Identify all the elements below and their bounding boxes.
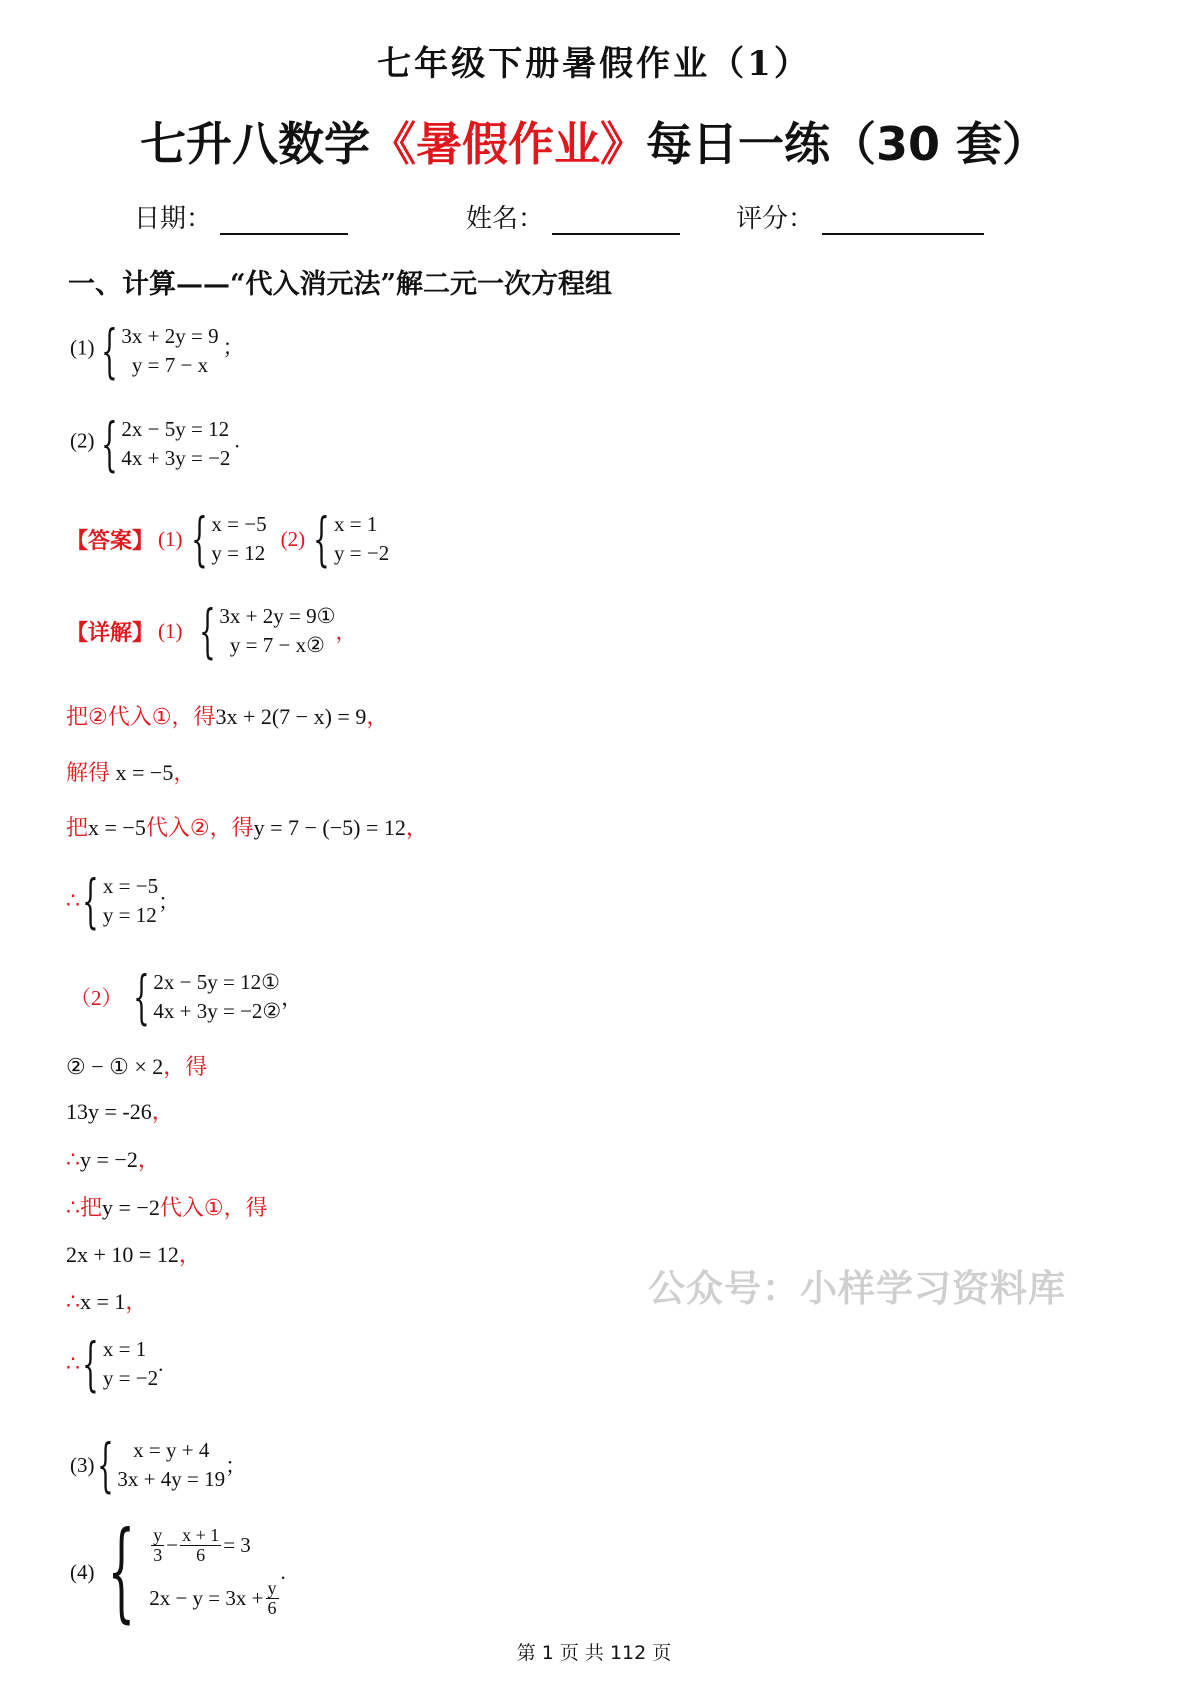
equation: y = 12 xyxy=(211,541,266,565)
page-subtitle: 七年级下册暑假作业（1） xyxy=(377,44,811,84)
step-math: 3x + 2(7 − x) = 9 xyxy=(215,704,367,729)
step-text: 代入②，得 xyxy=(145,816,254,841)
problem-4 xyxy=(70,1509,286,1634)
punctuation: ； xyxy=(222,335,244,360)
step-text: 解得 xyxy=(66,761,111,786)
equation-system xyxy=(95,1509,281,1634)
page-footer: 第 1 页 共 112 页 xyxy=(516,1642,672,1664)
step-text: 把 xyxy=(80,1196,103,1221)
date-field xyxy=(134,198,348,235)
solution-result-2 xyxy=(66,1330,164,1398)
solution-system-1 xyxy=(197,597,336,665)
punctuation: ， xyxy=(405,815,428,840)
step-text: 把 xyxy=(66,816,89,841)
problem-1 xyxy=(70,317,244,385)
step-math: y = −2 xyxy=(80,1147,138,1172)
brace-icon: { xyxy=(96,1431,114,1499)
problem-3 xyxy=(70,1431,247,1499)
step-math: ② − ① × 2 xyxy=(66,1054,164,1079)
therefore-icon: ∴ xyxy=(66,1351,80,1376)
step-math: y = −2 xyxy=(102,1195,160,1220)
equation: y = 7 − x xyxy=(131,353,209,377)
brace-icon: { xyxy=(313,505,330,573)
punctuation: ， xyxy=(125,1289,148,1314)
brace-icon: { xyxy=(190,505,208,573)
solution-step-8 xyxy=(66,1238,201,1269)
step-math: x = 1 xyxy=(80,1289,126,1314)
equation: y = 7 − x② xyxy=(229,633,325,657)
solution-step-5 xyxy=(66,1095,174,1126)
section-heading: 一、计算——“代入消元法”解二元一次方程组 xyxy=(68,269,613,300)
solution-part2-label: （2） xyxy=(70,986,123,1010)
score-blank[interactable] xyxy=(822,207,984,235)
equation: x = 1 xyxy=(102,1337,147,1361)
equation: y = −2 xyxy=(334,541,390,565)
solution-step-6 xyxy=(66,1143,160,1174)
equation: x = 1 xyxy=(334,512,378,536)
solution-step-7 xyxy=(66,1191,268,1222)
equation-system xyxy=(99,317,219,385)
fraction: $\frac{y}{6}$ xyxy=(267,1578,277,1618)
punctuation: ， xyxy=(366,704,389,729)
fraction: $\frac{x + 1}{6}$ xyxy=(182,1525,220,1566)
equation: 4x + 3y = −2② xyxy=(153,999,282,1023)
equation: 2x − y = 3x + $\frac{y}{6}$ xyxy=(149,1578,277,1618)
step-math: 13y = -26 xyxy=(66,1099,152,1124)
solution-step-9 xyxy=(66,1285,147,1316)
answer-block xyxy=(66,505,390,573)
brace-icon: { xyxy=(82,867,99,935)
punctuation: ， xyxy=(137,1147,160,1172)
step-text: 把②代入①，得 xyxy=(66,705,216,730)
punctuation: ， xyxy=(151,1099,174,1124)
therefore-icon: ∴ xyxy=(66,1195,80,1220)
equation-system xyxy=(80,867,159,935)
therefore-icon: ∴ xyxy=(66,1289,80,1314)
step-math: x = −5 xyxy=(88,815,146,840)
answer-part1-label: (1) xyxy=(158,526,183,551)
name-label: 姓名： xyxy=(466,204,545,234)
brace-icon: { xyxy=(198,597,216,665)
punctuation: ； xyxy=(158,890,180,914)
brace-icon: { xyxy=(132,963,150,1031)
problem-3-label: (3) xyxy=(70,1452,95,1477)
equation: x = y + 4 xyxy=(133,1438,210,1462)
problem-1-label: (1) xyxy=(70,335,95,360)
punctuation: ， xyxy=(281,986,303,1010)
score-label: 评分： xyxy=(736,204,815,234)
punctuation: ， xyxy=(173,760,196,785)
solution-step-2 xyxy=(66,756,195,787)
brace-icon: { xyxy=(100,410,118,478)
page-title xyxy=(0,108,1188,174)
score-field xyxy=(736,198,984,235)
punctuation: ； xyxy=(225,1454,247,1478)
equation: y = 12 xyxy=(102,903,157,927)
step-text: ，得 xyxy=(163,1055,208,1080)
punctuation: ， xyxy=(335,620,357,644)
solution-step-3 xyxy=(66,811,428,842)
equation: x = −5 xyxy=(211,512,267,536)
solution-step-4 xyxy=(66,1050,207,1081)
date-label: 日期： xyxy=(134,204,213,234)
problem-2-label: (2) xyxy=(70,428,95,453)
equation: 3x + 2y = 9 xyxy=(121,324,219,348)
watermark: 公众号：小样学习资料库 xyxy=(648,1267,1066,1310)
fraction: $\frac{y}{3}$ xyxy=(153,1525,163,1566)
solution-step-1 xyxy=(66,700,388,731)
step-math: x = −5 xyxy=(115,760,174,785)
therefore-icon: ∴ xyxy=(66,1147,80,1172)
equation-system xyxy=(80,1330,159,1398)
equation: 4x + 3y = −2 xyxy=(121,446,231,470)
equation: $\frac{y}{3}$ − $\frac{x + 1}{6}$ = 3 xyxy=(153,1525,251,1566)
brace-icon: { xyxy=(100,317,118,385)
date-blank[interactable] xyxy=(220,207,348,235)
therefore-icon: ∴ xyxy=(66,888,80,913)
step-math: y = 7 − (−5) = 12 xyxy=(253,815,406,840)
punctuation: . xyxy=(158,1351,164,1376)
answer-system-2 xyxy=(311,505,390,573)
equation: 2x − 5y = 12 xyxy=(121,417,230,441)
solution-system-2 xyxy=(131,963,282,1031)
step-text: 代入①，得 xyxy=(159,1196,268,1221)
name-blank[interactable] xyxy=(552,207,680,235)
equation: y = −2 xyxy=(102,1366,159,1390)
brace-icon: { xyxy=(82,1330,99,1398)
equation-system xyxy=(95,1431,226,1499)
problem-4-label: (4) xyxy=(70,1559,95,1584)
equation: x = −5 xyxy=(102,874,159,898)
answer-part2-label: (2) xyxy=(280,526,306,551)
solution-header xyxy=(66,597,357,665)
solution-tag: 【详解】 xyxy=(66,620,155,646)
punctuation: . xyxy=(234,428,240,453)
answer-system-1 xyxy=(189,505,267,573)
equation-system xyxy=(99,410,231,478)
equation: 3x + 4y = 19 xyxy=(117,1467,226,1491)
brace-icon: { xyxy=(107,1509,135,1634)
solution-part1-label: (1) xyxy=(158,618,183,643)
equation: 3x + 2y = 9① xyxy=(219,604,336,628)
equation: 2x − 5y = 12① xyxy=(153,970,280,994)
problem-2 xyxy=(70,410,240,478)
name-field xyxy=(466,198,680,235)
title-part3: 每日一练（30 套） xyxy=(645,117,1049,171)
step-math: 2x + 10 = 12 xyxy=(66,1242,179,1267)
solution-part2 xyxy=(70,963,303,1031)
punctuation: . xyxy=(280,1559,286,1584)
title-highlight: 《暑假作业》 xyxy=(369,117,646,171)
punctuation: ， xyxy=(178,1242,201,1267)
solution-result-1 xyxy=(66,867,180,935)
title-part1: 七升八数学 xyxy=(139,117,370,171)
answer-tag: 【答案】 xyxy=(66,528,155,554)
